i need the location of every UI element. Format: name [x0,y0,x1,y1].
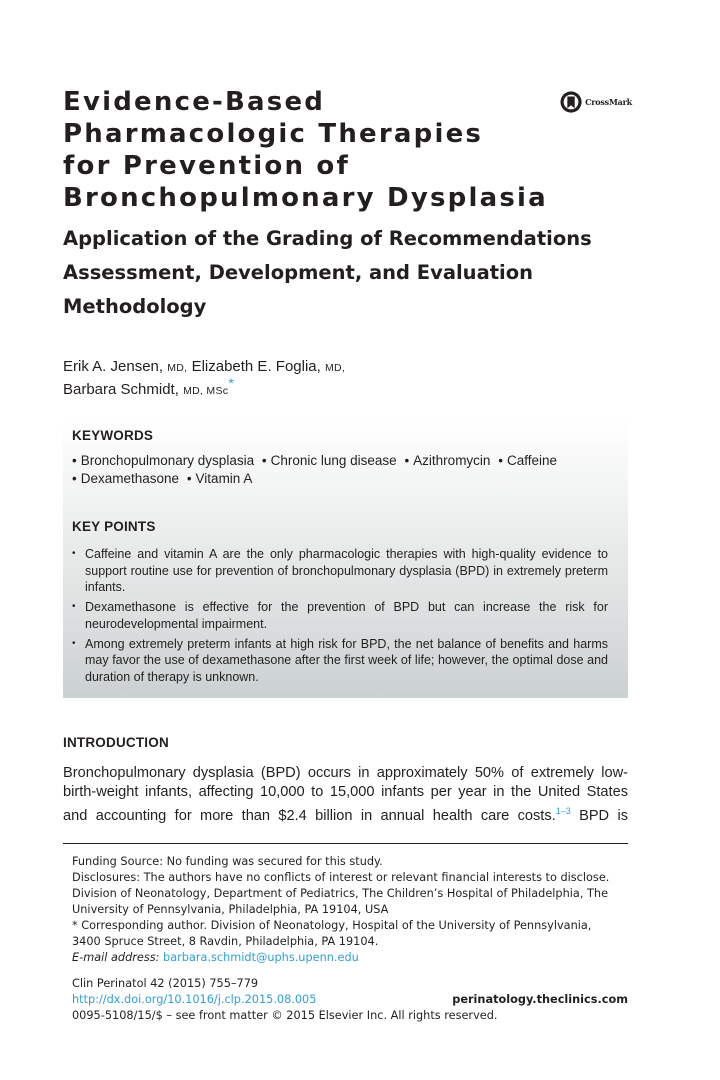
crossmark-icon [560,90,582,114]
key-point-text: Caffeine and vitamin A are the only pharmacologic therapies with high-quality evidence to support routine use for prevention of bronchopulmonary dysplasia (BPD) in extremely preterm infants. [85,547,608,594]
affiliation-line: Division of Neonatology, Department of Pediatrics, The Children’s Hospital of Philadelphia, The [72,887,609,900]
keyword-separator: • [72,471,77,486]
title-line: Pharmacologic Therapies [63,119,484,149]
funding-note: Funding Source: No funding was secured for this study. [72,855,383,868]
keyword: Dexamethasone [80,471,180,486]
author-degree: MD, [324,362,346,374]
email-line [72,950,628,966]
key-point [72,546,608,596]
title-line: Bronchopulmonary Dysplasia [63,183,548,213]
keyword: Caffeine [506,453,557,468]
keyword-separator: • [72,453,77,468]
bullet-icon: • [72,637,76,649]
author-degree: MD, [167,362,188,374]
article-title [63,86,563,214]
bullet-icon: • [72,601,76,612]
body-line-text: BPD is [570,807,628,824]
affiliation-line: University of Pennsylvania, Philadelphia, PA 19104, USA [72,903,389,916]
doi-row [72,992,628,1008]
subtitle-line: Application of the Grading of Recommendations [63,227,592,250]
reference-link[interactable]: 1–3 [555,806,571,816]
introduction-heading: INTRODUCTION [63,735,169,750]
crossmark-badge[interactable] [560,89,632,115]
subtitle-line: Assessment, Development, and Evaluation [63,261,534,284]
keyword-separator: • [186,471,192,486]
key-point-text: Dexamethasone is effective for the prevention of BPD but can increase the risk for neurodevelopmental impairment. [85,600,608,631]
footnotes [72,854,628,966]
key-point [72,599,608,632]
keyword: Vitamin A [195,471,253,486]
introduction-text [63,764,628,826]
email-label: E-mail address: [72,951,160,964]
keywords-heading: KEYWORDS [72,428,154,443]
keyword-separator: • [498,453,503,468]
corresponding-line: * Corresponding author. Division of Neonatology, Hospital of the University of Pennsylvania, [72,919,592,932]
journal-site[interactable]: perinatology.theclinics.com [452,993,628,1006]
journal-info [72,976,628,1024]
title-line: Evidence-Based [63,87,326,117]
corresponding-author-mark[interactable]: * [228,375,234,391]
author-name: Elizabeth E. Foglia, [191,358,321,375]
keyword: Chronic lung disease [270,453,397,468]
subtitle-line: Methodology [63,295,207,318]
keywords-line [72,471,252,486]
crossmark-label: CrossMark [585,97,632,107]
copyright: 0095-5108/15/$ – see front matter © 2015 Elsevier Inc. All rights reserved. [72,1009,498,1022]
footnote-divider [63,843,628,844]
bullet-icon: • [72,548,76,559]
author-list [63,356,483,402]
key-point-text: Among extremely preterm infants at high risk for BPD, the net balance of benefits and harms may favor the use of dexamethasone after the first week of life; however, the optimal dose and duration of therapy is unknown. [85,636,608,684]
article-subtitle [63,222,623,324]
keyword: Azithromycin [413,453,491,468]
author-name: Erik A. Jensen, [63,358,164,375]
key-point [72,636,608,686]
keyword-separator: • [404,453,410,468]
body-line: birth-weight infants, affecting 10,000 to 15,000 infants per year in the United States [63,784,628,800]
keywords-line [72,453,557,468]
corresponding-line: 3400 Spruce Street, 8 Ravdin, Philadelphia, PA 19104. [72,935,379,948]
body-line-text: and accounting for more than $2.4 billion in annual health care costs. [63,807,556,824]
key-points-heading: KEY POINTS [72,519,156,534]
citation: Clin Perinatol 42 (2015) 755–779 [72,977,259,990]
doi-link[interactable]: http://dx.doi.org/10.1016/j.clp.2015.08.005 [72,993,317,1006]
key-points-list [72,546,608,689]
author-name: Barbara Schmidt, [63,381,179,398]
disclosures-note: Disclosures: The authors have no conflicts of interest or relevant financial interests to disclose. [72,871,610,884]
email-link[interactable]: barbara.schmidt@uphs.upenn.edu [163,951,359,964]
body-line [63,802,628,826]
title-line: for Prevention of [63,151,350,181]
abstract-box [63,418,628,698]
author-degree: MD, MSc [183,385,229,397]
body-line: Bronchopulmonary dysplasia (BPD) occurs in approximately 50% of extremely low- [63,765,628,781]
keyword: Bronchopulmonary dysplasia [80,453,255,468]
keyword-separator: • [261,453,267,468]
